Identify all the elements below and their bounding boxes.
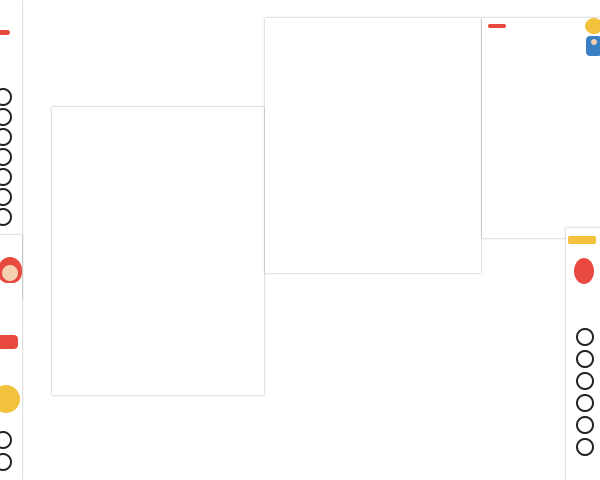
- decor-stripe: [568, 236, 596, 244]
- question-cards-sheet-1: [52, 107, 264, 395]
- board-field-icon: [0, 208, 12, 226]
- answers-list-sheet: [482, 18, 600, 238]
- question-card-grid: [52, 107, 264, 395]
- question-card-grid: [265, 18, 481, 273]
- board-field-icon: [0, 108, 12, 126]
- board-field-icon: [576, 372, 594, 390]
- board-field-icon: [576, 350, 594, 368]
- board-field-icon: [0, 453, 12, 471]
- board-field-icon: [0, 128, 12, 146]
- left-edge-sheet-bottom: [0, 235, 22, 480]
- child-illustration-icon: [580, 18, 600, 74]
- board-field-icon: [576, 394, 594, 412]
- board-field-icon: [0, 188, 12, 206]
- board-field-icon: [576, 328, 594, 346]
- board-field-icon: [576, 416, 594, 434]
- sun-icon: [0, 385, 20, 413]
- right-edge-sheet: [566, 228, 600, 480]
- board-field-icon: [0, 431, 12, 449]
- child-face-icon: [2, 265, 18, 281]
- board-field-icon: [0, 148, 12, 166]
- question-cards-sheet-2: [265, 18, 481, 273]
- child-illustration-icon: [574, 258, 594, 284]
- board-field-icon: [576, 438, 594, 456]
- decor-stripe: [488, 24, 506, 28]
- board-field-icon: [0, 168, 12, 186]
- board-field-icon: [0, 88, 12, 106]
- child-illustration-icon: [0, 335, 18, 349]
- decor-stripe: [0, 30, 10, 35]
